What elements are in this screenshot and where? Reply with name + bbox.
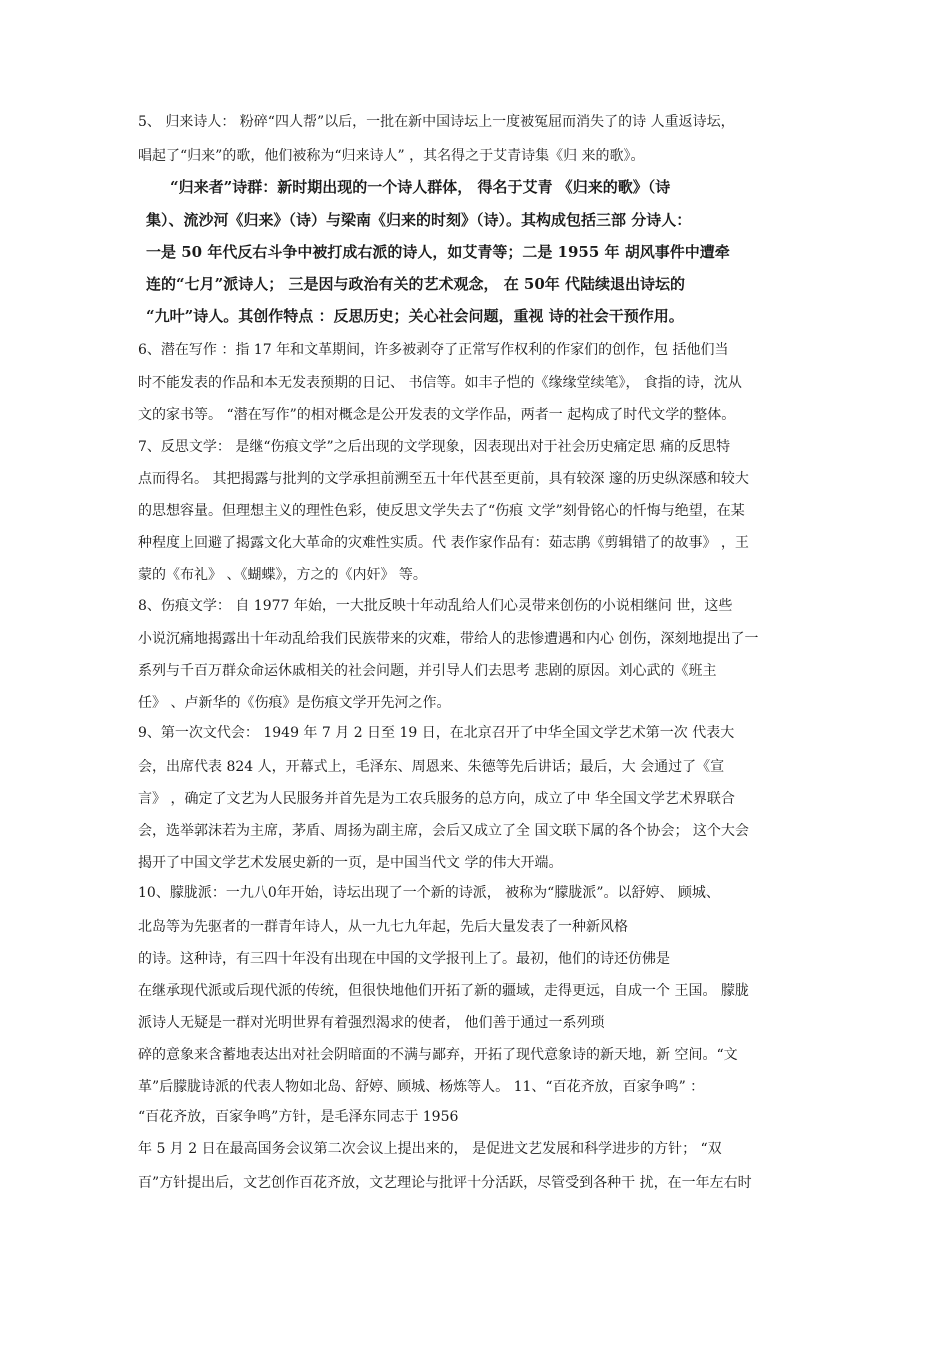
text-line: 小说沉痛地揭露出十年动乱给我们民族带来的灾难，带给人的悲惨遭遇和内心 创伤，深刻地提出了一: [138, 631, 759, 647]
text-line: 言》 ，确定了文艺为人民服务并首先是为工农兵服务的总方向，成立了中 华全国文学艺术界联合: [138, 791, 735, 807]
text-line: 百”方针提出后，文艺创作百花齐放，文艺理论与批评十分活跃，尽管受到各种干 扰，在一年左右时: [138, 1175, 752, 1191]
text-line: 一是 50 年代反右斗争中被打成右派的诗人，如艾青等；二是 1955 年 胡风事件中遭牵: [146, 243, 730, 261]
text-line: 年 5 月 2 日在最高国务会议第二次会议上提出来的， 是促进文艺发展和科学进步的方针； “双: [138, 1141, 722, 1157]
text-line: 北岛等为先驱者的一群青年诗人，从一九七九年起，先后大量发表了一种新风格: [138, 919, 628, 935]
text-line: 10、朦胧派：一九八0年开始，诗坛出现了一个新的诗派， 被称为“朦胧派”。以舒婷、 顾城、: [138, 885, 720, 901]
text-line: 种程度上回避了揭露文化大革命的灾难性实质。代 表作家作品有：茹志鹃《剪辑错了的故事》 ，王: [138, 535, 749, 551]
text-line: 会，选举郭沫若为主席，茅盾、周扬为副主席，会后又成立了全 国文联下属的各个协会； 这个大会: [138, 823, 749, 839]
text-line: 碎的意象来含蓄地表达出对社会阴暗面的不满与鄙弃，开拓了现代意象诗的新天地，新 空间。“文: [138, 1047, 738, 1063]
text-line: 6、潜在写作 ：指 17 年和文革期间，许多被剥夺了正常写作权利的作家们的创作，包 括他们当: [138, 342, 729, 358]
text-line: 唱起了“归来”的歌，他们被称为“归来诗人” ，其名得之于艾青诗集《归 来的歌》。: [138, 148, 645, 164]
text-line: 派诗人无疑是一群对光明世界有着强烈渴求的使者， 他们善于通过一系列琐: [138, 1015, 605, 1031]
text-line: 5、 归来诗人： 粉碎“四人帮”以后，一批在新中国诗坛上一度被冤屈而消失了的诗 人重返诗坛，: [138, 114, 735, 130]
text-line: 文的家书等。 “潜在写作”的相对概念是公开发表的文学作品，两者一 起构成了时代文学的整体。: [138, 407, 736, 423]
text-line: 集）、流沙河《归来》（诗）与梁南《归来的时刻》（诗）。其构成包括三部 分诗人：: [146, 211, 692, 229]
text-line: 的思想容量。但理想主义的理性色彩，使反思文学失去了“伤痕 文学”刻骨铭心的忏悔与绝望，在某: [138, 503, 745, 519]
text-line: 任》 、卢新华的《伤痕》是伤痕文学开先河之作。: [138, 695, 451, 711]
text-line: “九叶”诗人。其创作特点 ：反思历史；关心社会问题，重视 诗的社会干预作用。: [146, 307, 684, 325]
text-line: 连的“七月”派诗人； 三是因与政治有关的艺术观念， 在 50年 代陆续退出诗坛的: [146, 275, 686, 293]
text-line: 系列与千百万群众命运休戚相关的社会问题，并引导人们去思考 悲剧的原因。刘心武的《班主: [138, 663, 717, 679]
text-line: 揭开了中国文学艺术发展史新的一页，是中国当代文 学的伟大开端。: [138, 855, 563, 871]
text-line: 的诗。这种诗，有三四十年没有出现在中国的文学报刊上了。最初，他们的诗还仿佛是: [138, 951, 670, 967]
text-line: 会，出席代表 824 人，开幕式上，毛泽东、周恩来、朱德等先后讲话；最后，大 会通过了《宣: [138, 759, 725, 775]
text-line: 蒙的《布礼》 、《蝴蝶》，方之的《内奸》 等。: [138, 567, 427, 583]
text-line: 在继承现代派或后现代派的传统，但很快地他们开拓了新的疆域，走得更远，自成一个 王国。 朦胧: [138, 983, 749, 999]
text-line: 点而得名。 其把揭露与批判的文学承担前溯至五十年代甚至更前，具有较深 邃的历史纵深感和较大: [138, 471, 749, 487]
text-line: 时不能发表的作品和本无发表预期的日记、 书信等。如丰子恺的《缘缘堂续笔》， 食指的诗，沈从: [138, 375, 742, 391]
text-line: 革”后朦胧诗派的代表人物如北岛、舒婷、顾城、杨炼等人。 11、“百花齐放，百家争鸣” ：: [138, 1079, 705, 1095]
text-line: “归来者”诗群：新时期出现的一个诗人群体， 得名于艾青 《归来的歌》（诗: [170, 178, 671, 196]
text-line: 9、第一次文代会： 1949 年 7 月 2 日至 19 日，在北京召开了中华全国文学艺术第一次 代表大: [138, 725, 735, 741]
text-line: “百花齐放，百家争鸣”方针，是毛泽东同志于 1956: [138, 1109, 459, 1125]
text-line: 7、反思文学： 是继“伤痕文学”之后出现的文学现象，因表现出对于社会历史痛定思 痛的反思特: [138, 439, 731, 455]
text-line: 8、伤痕文学： 自 1977 年始，一大批反映十年动乱给人们心灵带来创伤的小说相继问 世，这些: [138, 598, 733, 614]
